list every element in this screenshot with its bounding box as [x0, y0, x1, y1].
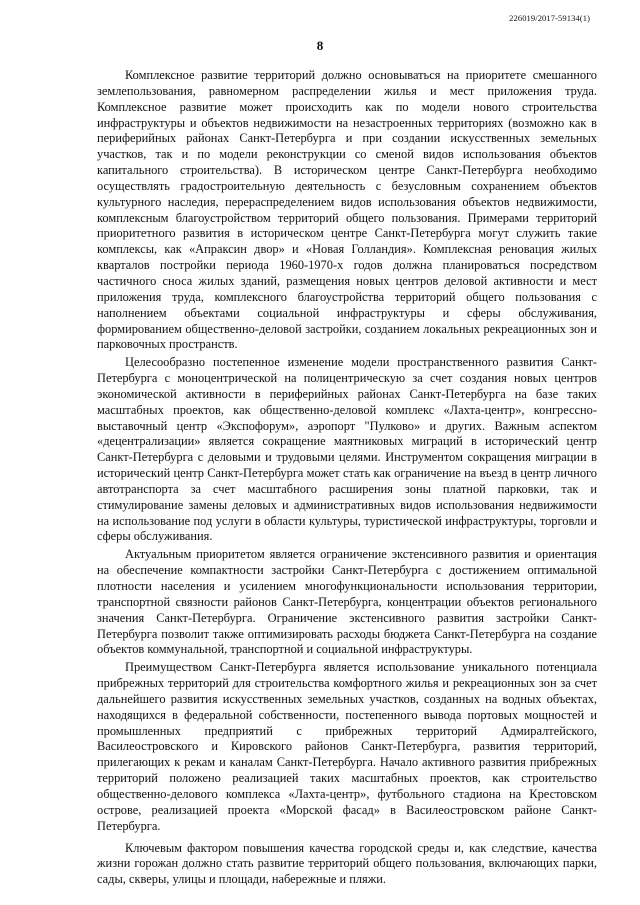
paragraph-polycentric-model: Целесообразно постепенное изменение модели пространственного развития Санкт-Петербурга с моноцентрической на полицентрическую за счет создания новых центров экономической активности в периферийных районах Санкт-Петербурга на базе таких масштабных проектов, как общественно-деловой комплекс «Лахта-центр», конгрессно-выставочный центр «Экспофорум», аэропорт "Пулково» и других. Важным аспектом «децентрализации» является сокращение маятниковых миграций в исторический центр Санкт-Петербурга с деловыми и трудовыми целями. Инструментом сокращения миграции в исторический центр Санкт-Петербурга может стать как ограничение на въезд в центр личного автотранспорта за счет масштабного расширения зоны платной парковки, так и стимулирование замены деловых и административных видов использования недвижимости на использование под услуги в области культуры, туристической инфраструктуры, торговли и сферы обслуживания. [97, 355, 597, 544]
paragraph-coastal-territories: Преимуществом Санкт-Петербурга является использование уникального потенциала прибрежных территорий для строительства комфортного жилья и рекреационных зон за счет дальнейшего развития искусственных земельных участков, созданных на водных объектах, находящихся в федеральной собственности, постепенного вывода портовых мощностей и промышленных предприятий с прибрежных территорий Адмиралтейского, Василеостровского и Кировского районов Санкт-Петербурга, развития территорий, прилегающих к рекам и каналам Санкт-Петербурга. Начало активного развития прибрежных территорий положено реализацией таких масштабных проектов, как строительство общественно-делового комплекса «Лахта-центр», футбольного стадиона на Крестовском острове, реализацией проекта «Морской фасад» в Василеостровском районе Санкт-Петербурга. [97, 660, 597, 833]
page-number: 8 [316, 38, 324, 53]
document-body [97, 68, 597, 888]
paragraph-integrated-development: Комплексное развитие территорий должно основываться на приоритете смешанного землепользования, равномерном распределении жилья и мест приложения труда. Комплексное развитие может происходить как по модели нового строительства инфраструктуры и объектов недвижимости на незастроенных территориях (возможно как в периферийных районах Санкт-Петербурга и при создании искусственных земельных участков, так и по модели реконструкции со сменой видов использования объектов капитального строительства). В историческом центре Санкт-Петербурга необходимо осуществлять градостроительную деятельность с безусловным сохранением объектов культурного наследия, перераспределением видов использования объектов недвижимости, комплексным благоустройством территорий общего пользования. Примерами территорий приоритетного развития в историческом центре Санкт-Петербурга могут служить такие комплексы, как «Апраксин двор» и «Новая Голландия». Комплексная реновация жилых кварталов постройки периода 1960-1970-х годов должна планироваться посредством частичного сноса жилых зданий, размещения новых центров деловой активности и мест приложения труда, комплексного благоустройства территорий общего пользования с наполнением объектами социальной инфраструктуры и сферы обслуживания, формированием общественно-деловой застройки, созданием локальных рекреационных зон и парковочных пространств. [97, 68, 597, 352]
document-id: 226019/2017-59134(1) [509, 13, 590, 23]
paragraph-compact-development: Актуальным приоритетом является ограничение экстенсивного развития и ориентация на обеспечение компактности застройки Санкт-Петербурга с достижением оптимальной плотности населения и усилением многофункциональности использования территории, транспортной связности районов Санкт-Петербурга, концентрации объектов регионального значения Санкт-Петербурга. Ограничение экстенсивного развития застройки Санкт-Петербурга позволит также оптимизировать расходы бюджета Санкт-Петербурга на создание объектов коммунальной, транспортной и социальной инфраструктуры. [97, 547, 597, 657]
paragraph-public-spaces: Ключевым фактором повышения качества городской среды и, как следствие, качества жизни горожан должно стать развитие территорий общего пользования, включающих парки, сады, скверы, улицы и площади, набережные и пляжи. [97, 840, 597, 887]
